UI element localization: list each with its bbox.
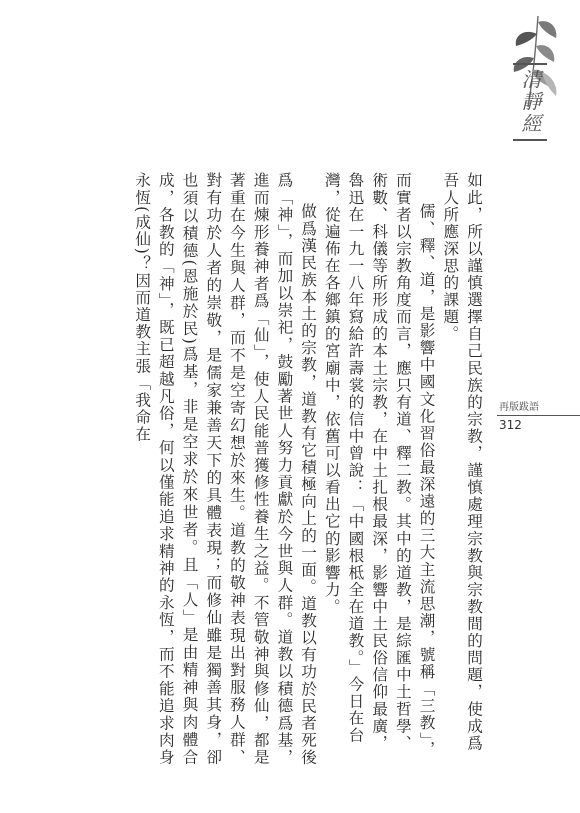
book-logo-title: 清靜經: [513, 63, 547, 141]
body-text: [129, 172, 485, 766]
paragraph-2: 儒、釋、道，是影響中國文化習俗最深遠的三大主流思潮，號稱「三教」，而實者以宗教角度而言，應只有道、釋二教。其中的道教，是綜匯中土哲學、術數、科儀等所形成的本土宗教，在中土扎根最深，影響中土民俗信仰最廣，魯迅在一九一八年寫給許壽裳的信中曾說：「中國根柢全在道教。」今日在台灣，從遍佈在各鄉鎮的宮廟中，依舊可以看出它的影響力。: [322, 172, 436, 759]
running-header: [497, 398, 580, 432]
paragraph-1: 如此，所以謹慎選擇自己民族的宗教，謹慎處理宗教與宗教間的問題，使成爲吾人所應深思的課題。: [441, 172, 483, 752]
header-rule: [497, 415, 580, 416]
page-number: 312: [499, 418, 522, 432]
section-name: 再版跋語: [499, 402, 539, 413]
paragraph-3: 做爲漢民族本土的宗教，道教有它積極向上的一面。道教以有功於民者死後爲「神」，而加以崇祀，鼓勵著世人努力貢獻於今世與人群。道教以積德爲基，進而煉形養神者爲「仙」，使人民能普獲修性養生之益。不管敬神與修仙，都是著重在今生與人群，而不是空寄幻想於來生。道教的敬神表現出對服務人群、對有功於人者的崇敬，是儒家兼善天下的具體表現；而修仙雖是獨善其身，卻也須以積德(恩施於民)爲基，非是空求於來世者。且「人」是由精神與肉體合成，各教的「神」，既已超越凡俗，何以僅能追求精神的永恆，而不能追求肉身永恆(成仙)？因而道教主張「我命在: [133, 172, 318, 766]
